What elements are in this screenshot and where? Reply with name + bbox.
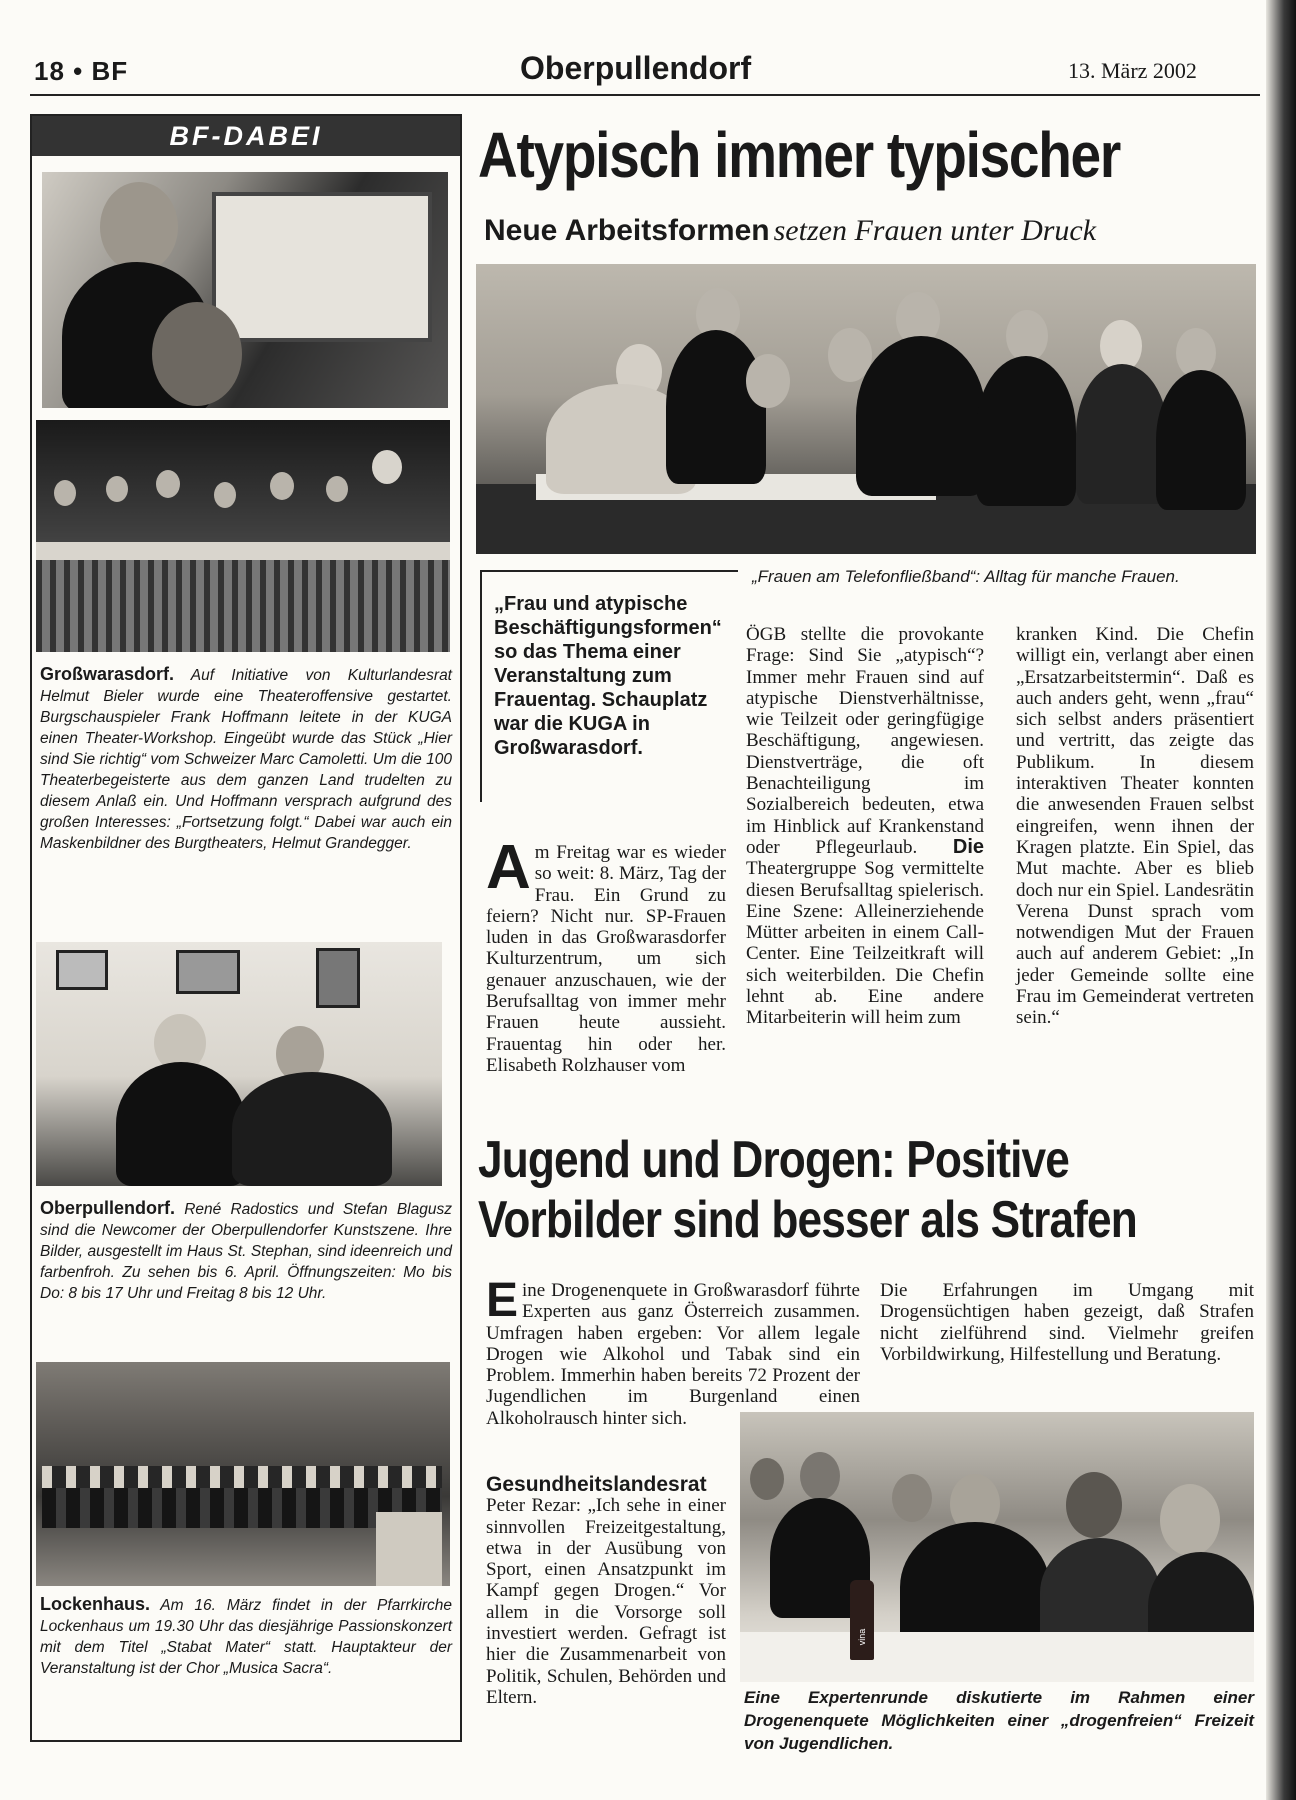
caption-text: Am 16. März findet in der Pfarrkirche Lockenhaus um 19.30 Uhr das diesjährige Passionskonzert mit dem Titel „Stabat Mater“ statt. Hauptakteur der Veranstaltung ist der Chor „Musica Sacra“. bbox=[40, 1597, 452, 1677]
article2-headline-line1: Jugend und Drogen: Positive bbox=[478, 1131, 1069, 1189]
caption-place: Oberpullendorf. bbox=[40, 1198, 175, 1218]
col2-runin: Die bbox=[952, 835, 984, 858]
col1-text: m Freitag war es wieder so weit: 8. März, Tag der Frau. Ein Grund zu feiern? Nicht nur. SP-Frauen luden in das Großwarasdorfer Kulturzentrum, um sich genauer anzuschauen, wie der Berufsalltag von immer mehr Frauen heute aussieht. Frauentag hin oder her. Elisabeth Rolzhauser vom bbox=[486, 842, 726, 1076]
caption-text: René Radostics und Stefan Blagusz sind die Newcomer der Oberpullendorfer Kunstszene. Ihre Bilder, ausgestellt im Haus St. Stephan, sind ideenreich und farbenfroh. Zu sehen bis 6. April. Öffnungszeiten: Mo bis Do: 8 bis 17 Uhr und Freitag 8 bis 12 Uhr. bbox=[40, 1201, 452, 1302]
photo-telephone-women bbox=[476, 264, 1256, 554]
teaser-rule-left bbox=[480, 570, 482, 802]
caption-place: Lockenhaus. bbox=[40, 1594, 151, 1614]
page-number: 18 • BF bbox=[34, 56, 129, 86]
teaser-rule-top bbox=[480, 570, 738, 572]
col2-text-b: Theatergruppe Sog vermittelte diesen Berufsalltag spielerisch. Eine Szene: Alleinerziehende Mütter arbeiten in einem Call-Center. Eine Teilzeitkraft will sich weiterbilden. Die Chefin lehnt ab. Eine andere Mitarbeiterin will heim zum bbox=[746, 858, 984, 1029]
article1-col3: kranken Kind. Die Chefin willigt ein, verlangt aber einen „Ersatzarbeitstermin“. Daß es auch anders geht, wenn „frau“ sich selbst anders präsentiert und vertritt, das zeigte das Publikum. In diesem interaktiven Theater konnten die anwesenden Frauen selbst eingreifen, wenn ihnen der Kragen platzte. Ein Spiel, das Mut machte. Aber es blieb doch nur ein Spiel. Landesrätin Verena Dunst sprach vom notwendigen Mut der Frauen auch auf anderem Gebiet: „In jeder Gemeinde sollte eine Frau im Gemeinderat vertreten sein.“ bbox=[1016, 624, 1254, 1029]
article2-photo-caption: Eine Expertenrunde diskutierte im Rahmen einer Drogenenquete Möglichkeiten einer „drogenfreien“ Freizeit von Jugendlichen. bbox=[744, 1688, 1254, 1753]
photo-choir bbox=[36, 1362, 450, 1586]
article1-col1 bbox=[486, 833, 726, 1076]
caption-place: Großwarasdorf. bbox=[40, 664, 175, 684]
photo-makeup-artist bbox=[42, 172, 448, 408]
article2-col1-top bbox=[486, 1274, 860, 1429]
article1-photo-caption: „Frauen am Telefonfließband“: Alltag für manche Frauen. bbox=[752, 567, 1180, 586]
col1-text-b: Peter Rezar: „Ich sehe in einer sinnvollen Freizeitgestaltung, etwa in der Ausübung von Sport, einen Ansatzpunkt im Kampf gegen Drogen.“ Vor allem in die Vorsorge soll investiert werden. Gefragt ist hier die Zusammenarbeit von Politik, Schulen, Behörden und Eltern. bbox=[486, 1495, 726, 1708]
photo-expert-panel bbox=[740, 1412, 1254, 1682]
subhead-bold: Neue Arbeitsformen bbox=[484, 214, 770, 247]
bottle-label: vina bbox=[857, 1628, 867, 1646]
dropcap: A bbox=[486, 833, 531, 902]
photo-artists bbox=[36, 942, 442, 1186]
caption-text: Auf Initiative von Kulturlandesrat Helmut Bieler wurde eine Theateroffensive gestartet. Burgschauspieler Frank Hoffmann leitete in der KUGA einen Theater-Workshop. Eingeübt wurde das Stück „Hier sind Sie richtig“ vom Schweizer Marc Camoletti. Um die 100 Theaterbegeisterte aus dem ganzen Land trudelten zu diesem Anlaß ein. Und Hoffmann versprach aufgrund des großen Interesses: „Fortsetzung folgt.“ Dabei war auch ein Maskenbildner des Burgtheaters, Helmut Grandegger. bbox=[40, 667, 452, 852]
col1-runin: Gesundheitslandesrat bbox=[486, 1473, 707, 1496]
col1-text: ine Drogenenquete in Großwarasdorf führte Experten aus ganz Österreich zusammen. Umfragen haben ergeben: Vor allem legale Drogen wie Alkohol und Tabak sind ein Problem. Immerhin haben bereits 72 Prozent der Jugendlichen im Burgenland einen Alkoholrausch hinter sich. bbox=[486, 1280, 860, 1429]
issue-date: 13. März 2002 bbox=[1068, 58, 1197, 83]
sidebar-banner bbox=[32, 116, 460, 156]
dropcap: E bbox=[486, 1274, 519, 1327]
article2-headline-line2: Vorbilder sind besser als Strafen bbox=[478, 1191, 1137, 1249]
article2-col1-bottom bbox=[486, 1474, 726, 1708]
header-rule bbox=[30, 94, 1260, 96]
article2-col2: Die Erfahrungen im Umgang mit Drogensüchtigen haben gezeigt, daß Strafen nicht zielführend sind. Vielmehr greifen Vorbildwirkung, Hilfestellung und Beratung. bbox=[880, 1280, 1254, 1365]
article1-subhead bbox=[484, 214, 1096, 248]
col2-text-a: ÖGB stellte die provokante Frage: Sind Sie „atypisch“? Immer mehr Frauen sind auf atypische Dienstverhältnisse, wie Teilzeit oder geringfügige Beschäftigung, angewiesen. Dienstverträge, die oft Benachteiligung im Sozialbereich bedeuten, etwa im Hinblick auf Krankenstand oder Pflegeurlaub. bbox=[746, 624, 984, 858]
sidebar-caption-lockenhaus bbox=[40, 1594, 452, 1679]
subhead-italic: setzen Frauen unter Druck bbox=[773, 214, 1097, 247]
sidebar-caption-oberpullendorf bbox=[40, 1198, 452, 1304]
article1-headline: Atypisch immer typischer bbox=[478, 119, 1120, 191]
sidebar-caption-grosswarasdorf bbox=[40, 664, 452, 854]
section-title: Oberpullendorf bbox=[520, 50, 752, 86]
photo-theatre-workshop bbox=[36, 420, 450, 652]
page-edge-shadow bbox=[1266, 0, 1296, 1800]
article1-teaser: „Frau und atypische Beschäftigungsformen“ so das Thema einer Veranstaltung zum Frauentag. Schauplatz war die KUGA in Großwarasdorf. bbox=[494, 593, 722, 759]
sidebar-banner-label: BF-DABEI bbox=[169, 121, 323, 151]
article1-col2 bbox=[746, 624, 984, 1029]
